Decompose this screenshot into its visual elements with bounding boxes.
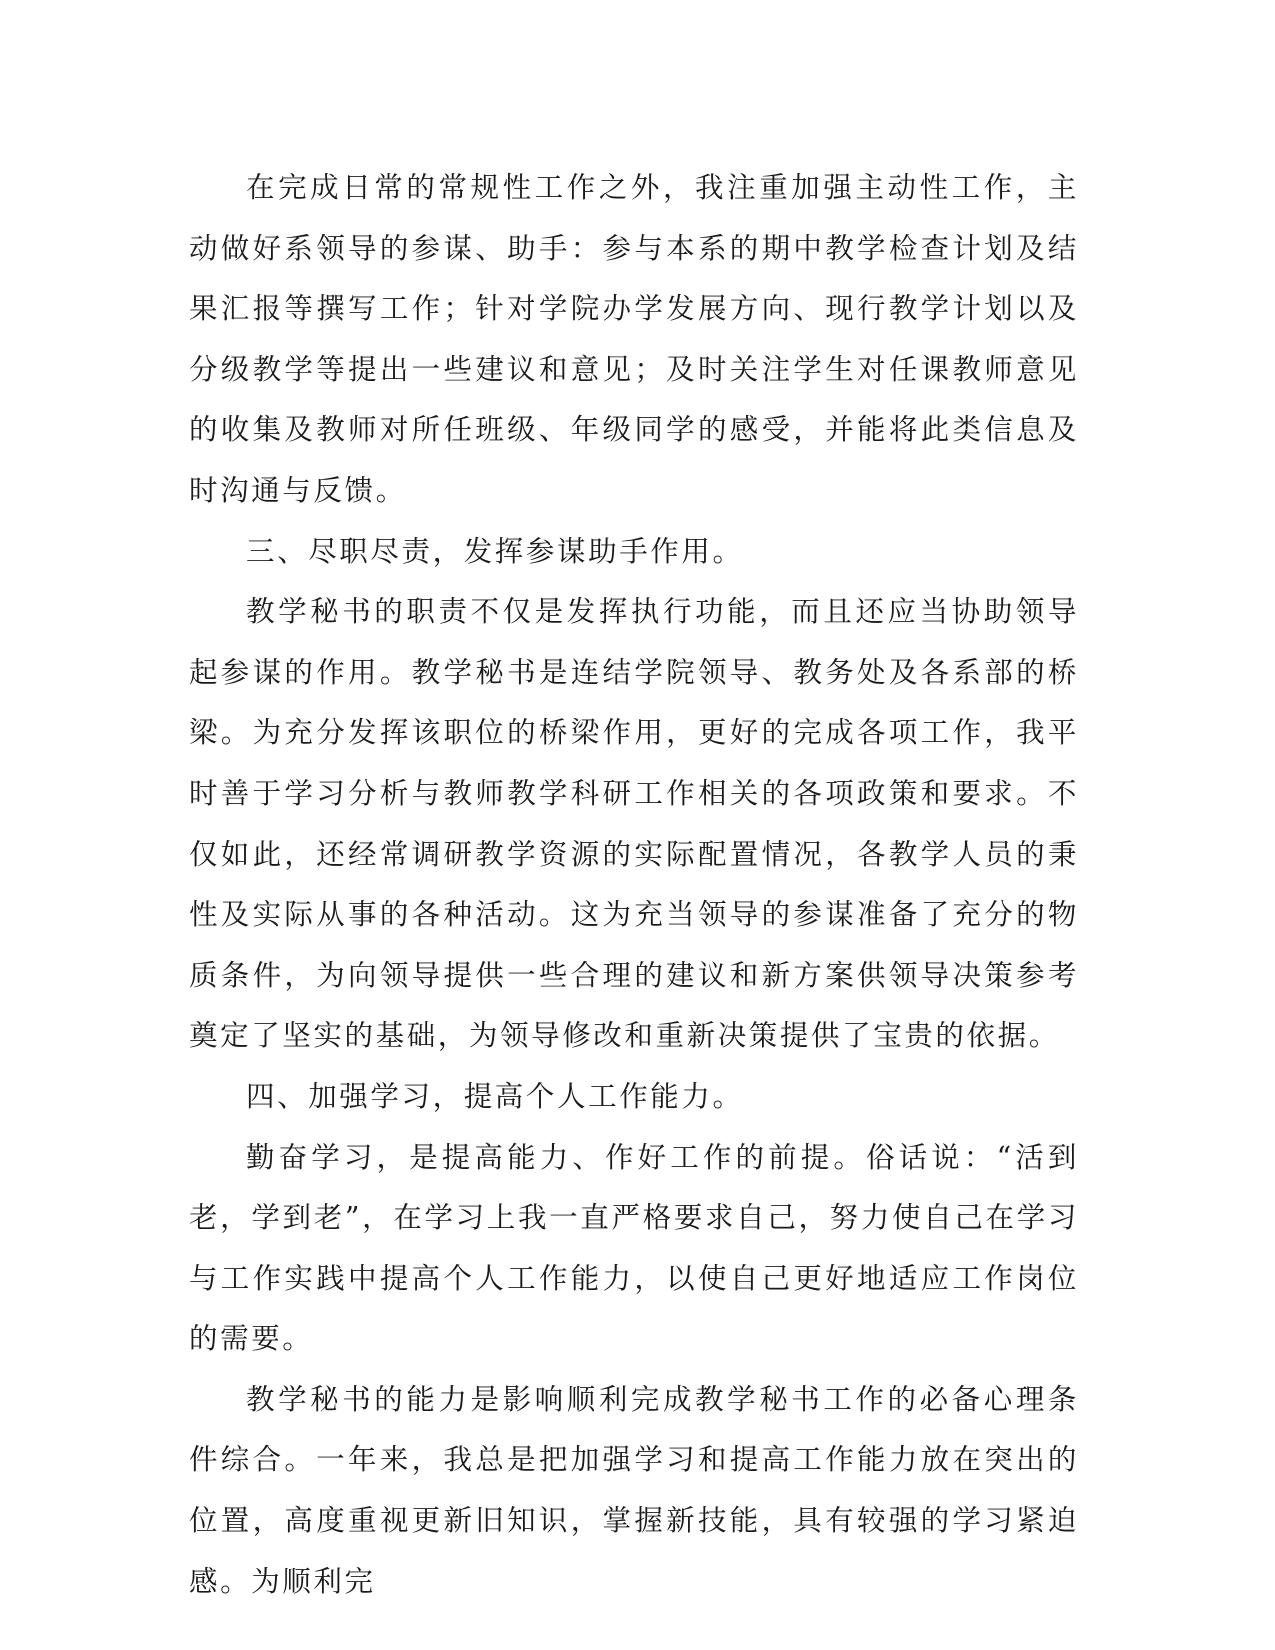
paragraph-secretary-ability: 教学秘书的能力是影响顺利完成教学秘书工作的必备心理条件综合。一年来，我总是把加强学习和提高工作能力放在突出的位置，高度重视更新旧知识，掌握新技能，具有较强的学习紧迫感。为顺利完 [189, 1382, 1079, 1598]
paragraph-routine-work: 在完成日常的常规性工作之外，我注重加强主动性工作，主动做好系领导的参谋、助手：参与本系的期中教学检查计划及结果汇报等撰写工作；针对学院办学发展方向、现行教学计划以及分级教学等提出一些建议和意见；及时关注学生对任课教师意见的收集及教师对所任班级、年级同学的感受，并能将此类信息及时沟通与反馈。 [189, 171, 1079, 507]
paragraph-advisor-role: 教学秘书的职责不仅是发挥执行功能，而且还应当协助领导起参谋的作用。教学秘书是连结学院领导、教务处及各系部的桥梁。为充分发挥该职位的桥梁作用，更好的完成各项工作，我平时善于学习分析与教师教学科研工作相关的各项政策和要求。不仅如此，还经常调研教学资源的实际配置情况，各教学人员的秉性及实际从事的各种活动。这为充当领导的参谋准备了充分的物质条件，为向领导提供一些合理的建议和新方案供领导决策参考奠定了坚实的基础，为领导修改和重新决策提供了宝贵的依据。 [189, 595, 1079, 1053]
section-heading-three: 三、尽职尽责，发挥参谋助手作用。 [246, 534, 744, 568]
section-heading-four: 四、加强学习，提高个人工作能力。 [246, 1079, 744, 1113]
document-body [189, 158, 1079, 1612]
paragraph-diligent-study: 勤奋学习，是提高能力、作好工作的前提。俗话说：“活到老，学到老”，在学习上我一直严格要求自己，努力使自己在学习与工作实践中提高个人工作能力，以使自己更好地适应工作岗位的需要。 [189, 1140, 1079, 1356]
